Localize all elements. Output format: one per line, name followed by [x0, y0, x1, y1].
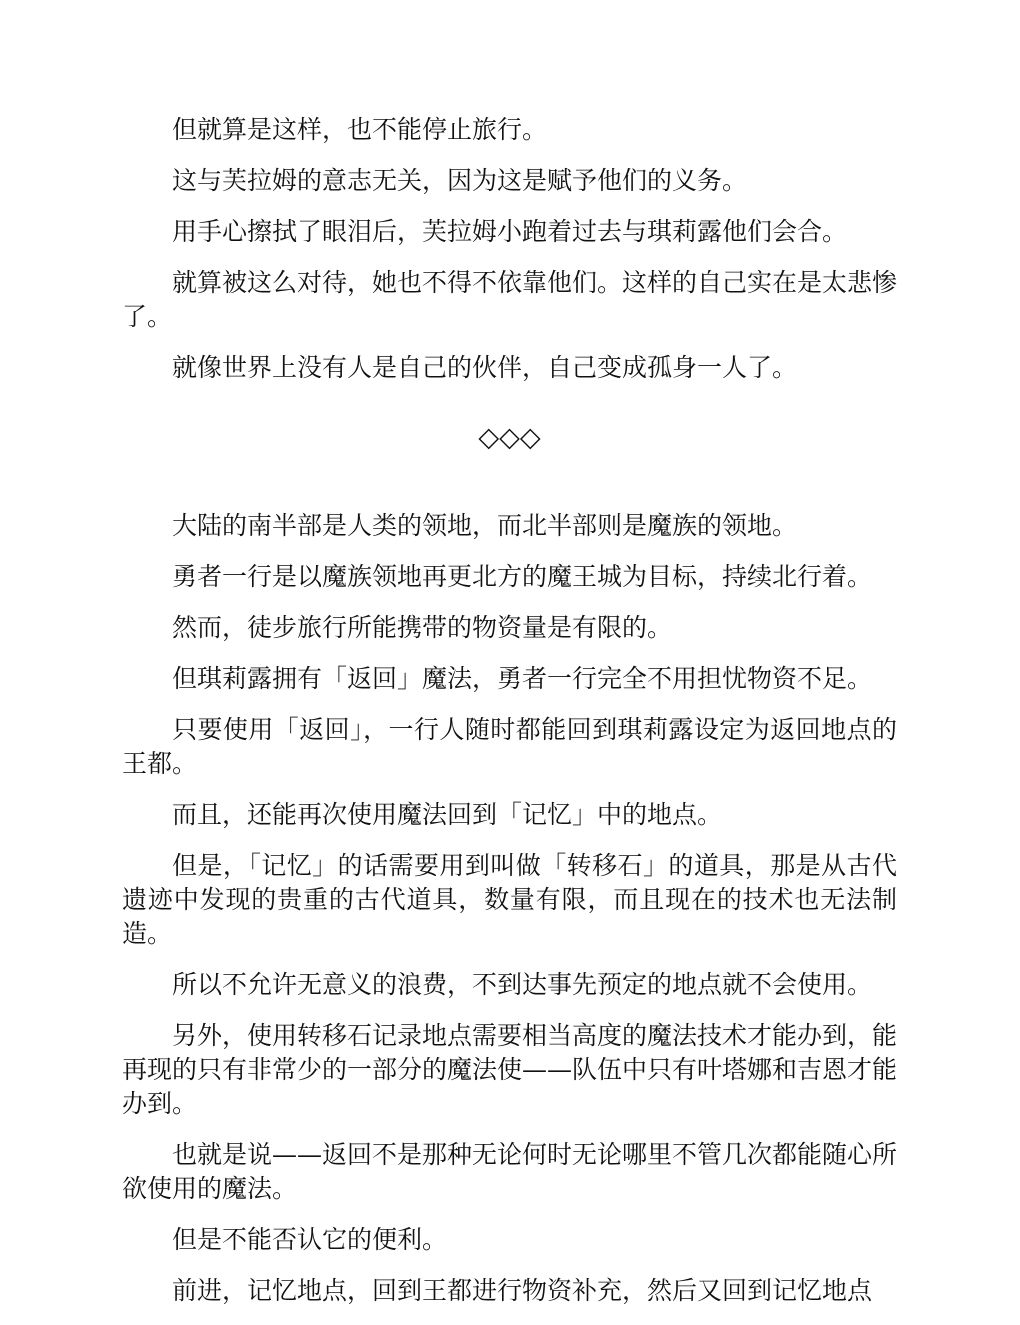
paragraph: 但琪莉露拥有「返回」魔法，勇者一行完全不用担忧物资不足。 [172, 664, 873, 693]
paragraph: 用手心擦拭了眼泪后，芙拉姆小跑着过去与琪莉露他们会合。 [172, 217, 848, 246]
body-text [122, 113, 897, 1325]
paragraph: 这与芙拉姆的意志无关，因为这是赋予他们的义务。 [172, 166, 748, 195]
scene-separator: ◇◇◇ [478, 422, 541, 453]
paragraph: 就算被这么对待，她也不得不依靠他们。这样的自己实在是太悲惨了。 [122, 268, 898, 331]
paragraph: 前进，记忆地点，回到王都进行物资补充，然后又回到记忆地点 [172, 1276, 873, 1305]
paragraph: 也就是说——返回不是那种无论何时无论哪里不管几次都能随心所欲使用的魔法。 [122, 1140, 898, 1203]
paragraph: 但就算是这样，也不能停止旅行。 [172, 115, 548, 144]
paragraph: 而且，还能再次使用魔法回到「记忆」中的地点。 [172, 800, 723, 829]
paragraph: 但是，「记忆」的话需要用到叫做「转移石」的道具，那是从古代遗迹中发现的贵重的古代道具，数量有限，而且现在的技术也无法制造。 [122, 851, 897, 948]
paragraph: 大陆的南半部是人类的领地，而北半部则是魔族的领地。 [172, 511, 798, 540]
paragraph: 所以不允许无意义的浪费，不到达事先预定的地点就不会使用。 [172, 970, 873, 999]
paragraph: 然而，徒步旅行所能携带的物资量是有限的。 [172, 613, 673, 642]
paragraph: 就像世界上没有人是自己的伙伴，自己变成孤身一人了。 [172, 353, 798, 382]
paragraph: 另外，使用转移石记录地点需要相当高度的魔法技术才能办到，能再现的只有非常少的一部分的魔法使——队伍中只有叶塔娜和吉恩才能办到。 [122, 1021, 898, 1118]
paragraph: 勇者一行是以魔族领地再更北方的魔王城为目标，持续北行着。 [172, 562, 873, 591]
paragraph: 但是不能否认它的便利。 [172, 1225, 448, 1254]
paragraph: 只要使用「返回」，一行人随时都能回到琪莉露设定为返回地点的王都。 [122, 715, 897, 778]
